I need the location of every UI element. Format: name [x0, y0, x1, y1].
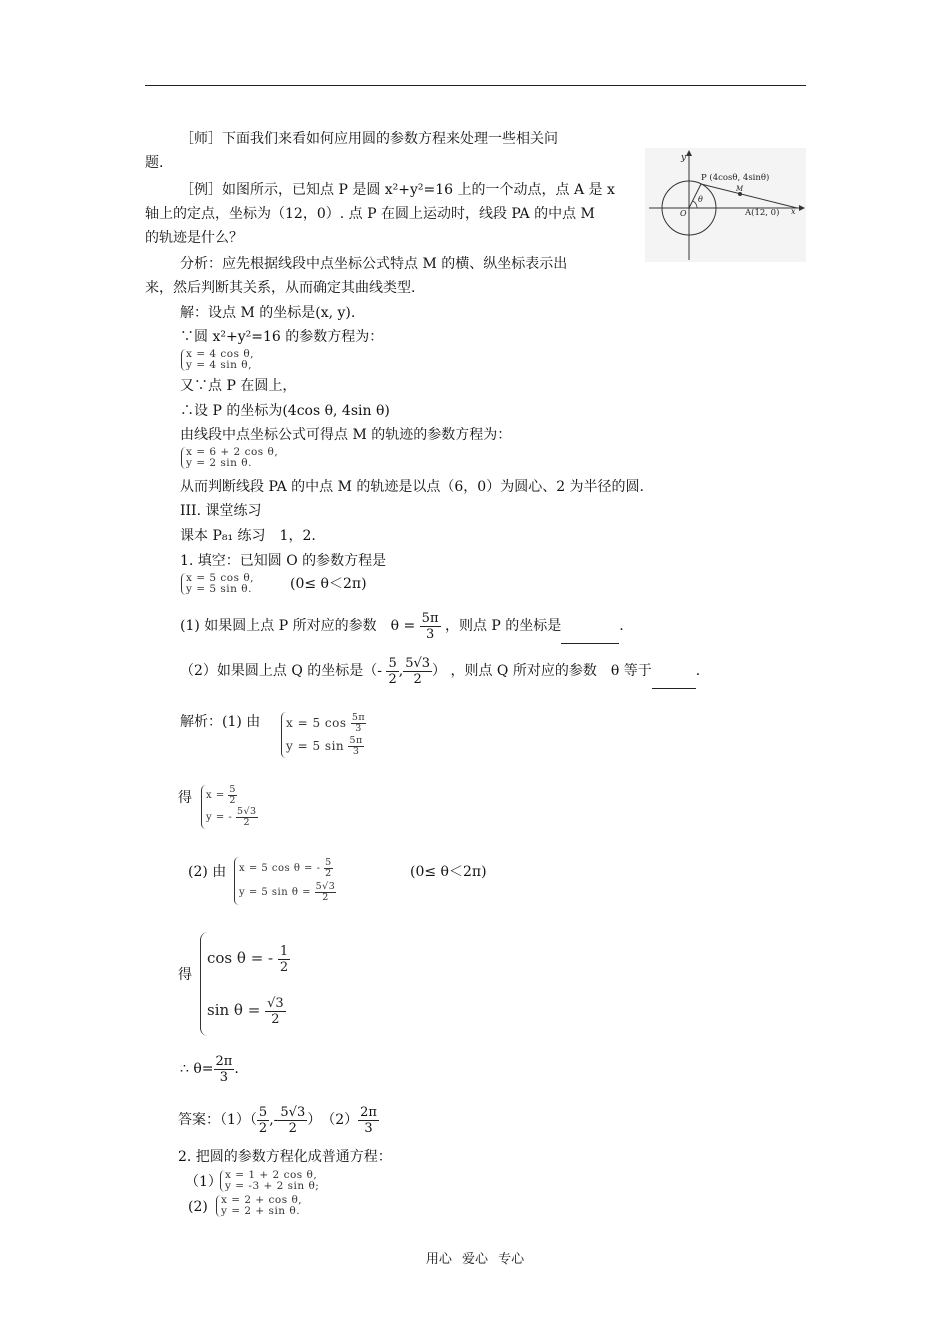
param-system-5-y: y = - $\frac{5√3}{2}$ — [206, 806, 257, 828]
param-range-2: (0≤ θ＜2π) — [410, 864, 487, 880]
param-system-6-y: y = 5 sin θ = $\frac{5√3}{2}$ — [239, 881, 336, 903]
fraction-5-over-2 — [386, 656, 398, 687]
answer-mid: ） （2） — [307, 1112, 359, 1128]
solution-line-5: 由线段中点坐标公式可得点 M 的轨迹的参数方程为： — [180, 427, 512, 443]
answer-blank-2[interactable] — [652, 674, 696, 689]
therefore-text: ∴ θ= — [180, 1061, 214, 1077]
analysis-line-2: 来，然后判断其关系，从而确定其曲线类型. — [145, 280, 416, 296]
param-system-4-x: x = 5 cos $\frac{5\pi}{3}$ — [286, 712, 366, 734]
trig-system-cos: cos θ = - $\frac{1}{2}$ — [207, 943, 289, 975]
page-footer: 用心 爱心 专心 — [425, 1252, 525, 1267]
example-line-3: 的轨迹是什么？ — [145, 230, 243, 246]
answer-line: 答案：（1）（ $\frac{5}{2}$ ,- $\frac{5√3}{2}$ ） （2） $\frac{2\pi}{3}$ — [178, 1104, 377, 1136]
frac-num: 5π — [421, 610, 439, 626]
fraction-5r3-over-2 — [403, 656, 432, 687]
header-rule — [145, 85, 806, 86]
frac-num: 5 — [388, 655, 397, 671]
param-system-9-y: y = 2 + sin θ. — [221, 1205, 301, 1217]
example-line-2: 轴上的定点，坐标为（12，0）. 点 P 在圆上运动时，线段 PA 的中点 M — [145, 206, 595, 222]
answer-label: 答案：（1）（ — [178, 1112, 257, 1128]
answer-blank-1[interactable] — [561, 629, 619, 644]
fig-m-label: M — [736, 185, 744, 193]
analysis-part-1-label: 解析：(1) 由 — [180, 714, 261, 730]
trig-system — [200, 932, 290, 1036]
get-label-2: 得 — [178, 967, 192, 983]
question-1: 1. 填空：已知圆 O 的参数方程是 — [180, 553, 387, 569]
param-system-4 — [281, 712, 366, 758]
trig-system-sin: sin θ = $\frac{√3}{2}$ — [207, 995, 284, 1027]
param-system-4-y: y = 5 sin $\frac{5\pi}{3}$ — [286, 735, 363, 757]
param-system-5 — [201, 785, 258, 829]
figure-svg — [645, 148, 806, 262]
frac-den: 2 — [388, 671, 397, 687]
question-1-part-2: （2）如果圆上点 Q 的坐标是（- $\frac{5}{2}$ , $\frac{5√3}{2}$ ） ，则点 Q 所对应的参数 θ 等于 . — [180, 653, 700, 689]
get-label-1: 得 — [178, 790, 192, 806]
fig-theta-label: θ — [698, 195, 703, 204]
solution-line-3: 又∵点 P 在圆上， — [180, 378, 297, 394]
question-2: 2. 把圆的参数方程化成普通方程： — [178, 1149, 392, 1165]
solution-line-2: ∵圆 x²+y²=16 的参数方程为： — [180, 329, 384, 345]
para-intro-2: 题. — [145, 155, 164, 171]
fig-p-label: P (4cosθ, 4sinθ) — [701, 173, 770, 183]
param-system-3-y: y = 5 sin θ. — [186, 583, 252, 595]
param-system-8-x: x = 1 + 2 cos θ, — [225, 1169, 318, 1181]
fraction-5pi-over-3 — [420, 611, 441, 642]
param-system-5-x: x = $\frac{5}{2}$ — [206, 784, 236, 806]
q1-2-prefix: （2）如果圆上点 Q 的坐标是（- — [180, 663, 383, 679]
answer-frac-x: $\frac{5}{2}$ — [258, 1104, 268, 1136]
solution-line-4: ∴设 P 的坐标为(4cos θ, 4sin θ) — [180, 403, 390, 419]
param-system-2-y: y = 2 sin θ. — [186, 457, 252, 469]
para-intro-1: ［师］下面我们来看如何应用圆的参数方程来处理一些相关问 — [180, 131, 558, 147]
fig-origin-label: O — [680, 209, 687, 218]
frac-num: 5√3 — [405, 655, 431, 671]
analysis-part-2-label: (2) 由 — [188, 864, 227, 880]
question-2-part-2-label: (2) — [188, 1199, 208, 1215]
question-2-part-1-label: （1） — [185, 1174, 222, 1190]
param-system-3-x: x = 5 cos θ, — [186, 572, 255, 584]
q1-2-suffix: ，则点 Q 所对应的参数 θ 等于 — [450, 663, 652, 679]
param-system-1-y: y = 4 sin θ, — [186, 359, 252, 371]
param-system-1-x: x = 4 cos θ, — [186, 348, 255, 360]
example-line-1: ［例］如图所示，已知点 P 是圆 x²+y²=16 上的一个动点，点 A 是 x — [180, 182, 615, 198]
answer-frac-y: $\frac{5√3}{2}$ — [280, 1104, 306, 1136]
param-system-3 — [181, 573, 254, 595]
param-system-6-x: x = 5 cos θ = - $\frac{5}{2}$ — [239, 857, 332, 879]
question-1-part-1: (1) 如果圆上点 P 所对应的参数 θ = $\frac{5\pi}{3}$ ，则点 P 的坐标是 . — [180, 608, 624, 644]
q1-1-suffix: ，则点 P 的坐标是 — [444, 618, 562, 634]
solution-conclusion: 从而判断线段 PA 的中点 M 的轨迹是以点（6，0）为圆心、2 为半径的圆. — [180, 479, 645, 495]
fig-x-label: x — [791, 207, 796, 216]
fig-y-label: y — [681, 153, 687, 163]
frac-den: 3 — [425, 626, 435, 642]
circle-figure — [645, 148, 806, 262]
frac-den: 2 — [413, 671, 422, 687]
param-range-1: (0≤ θ＜2π) — [290, 576, 367, 592]
param-system-8 — [220, 1170, 319, 1192]
fig-a-label: A(12, 0) — [745, 208, 780, 218]
param-system-2-x: x = 6 + 2 cos θ, — [186, 446, 279, 458]
answer-frac-theta: $\frac{2\pi}{3}$ — [360, 1104, 377, 1136]
q1-1-prefix: (1) 如果圆上点 P 所对应的参数 θ = — [180, 618, 416, 634]
therefore-theta: ∴ θ= $\frac{2\pi}{3}$ . — [180, 1053, 239, 1085]
section-heading-practice: III. 课堂练习 — [180, 503, 262, 519]
solution-line-1: 解：设点 M 的坐标是(x, y). — [180, 305, 356, 321]
param-system-8-y: y = -3 + 2 sin θ; — [225, 1180, 320, 1192]
param-system-9 — [216, 1195, 302, 1217]
fraction-2pi-over-3: $\frac{2\pi}{3}$ — [215, 1053, 233, 1085]
param-system-9-x: x = 2 + cos θ, — [221, 1194, 303, 1206]
analysis-line-1: 分析：应先根据线段中点坐标公式特点 M 的横、纵坐标表示出 — [180, 256, 568, 272]
textbook-reference: 课本 P₈₁ 练习 1，2. — [180, 528, 316, 544]
param-system-6 — [234, 857, 336, 905]
param-system-1 — [181, 349, 254, 371]
param-system-2 — [181, 447, 278, 469]
